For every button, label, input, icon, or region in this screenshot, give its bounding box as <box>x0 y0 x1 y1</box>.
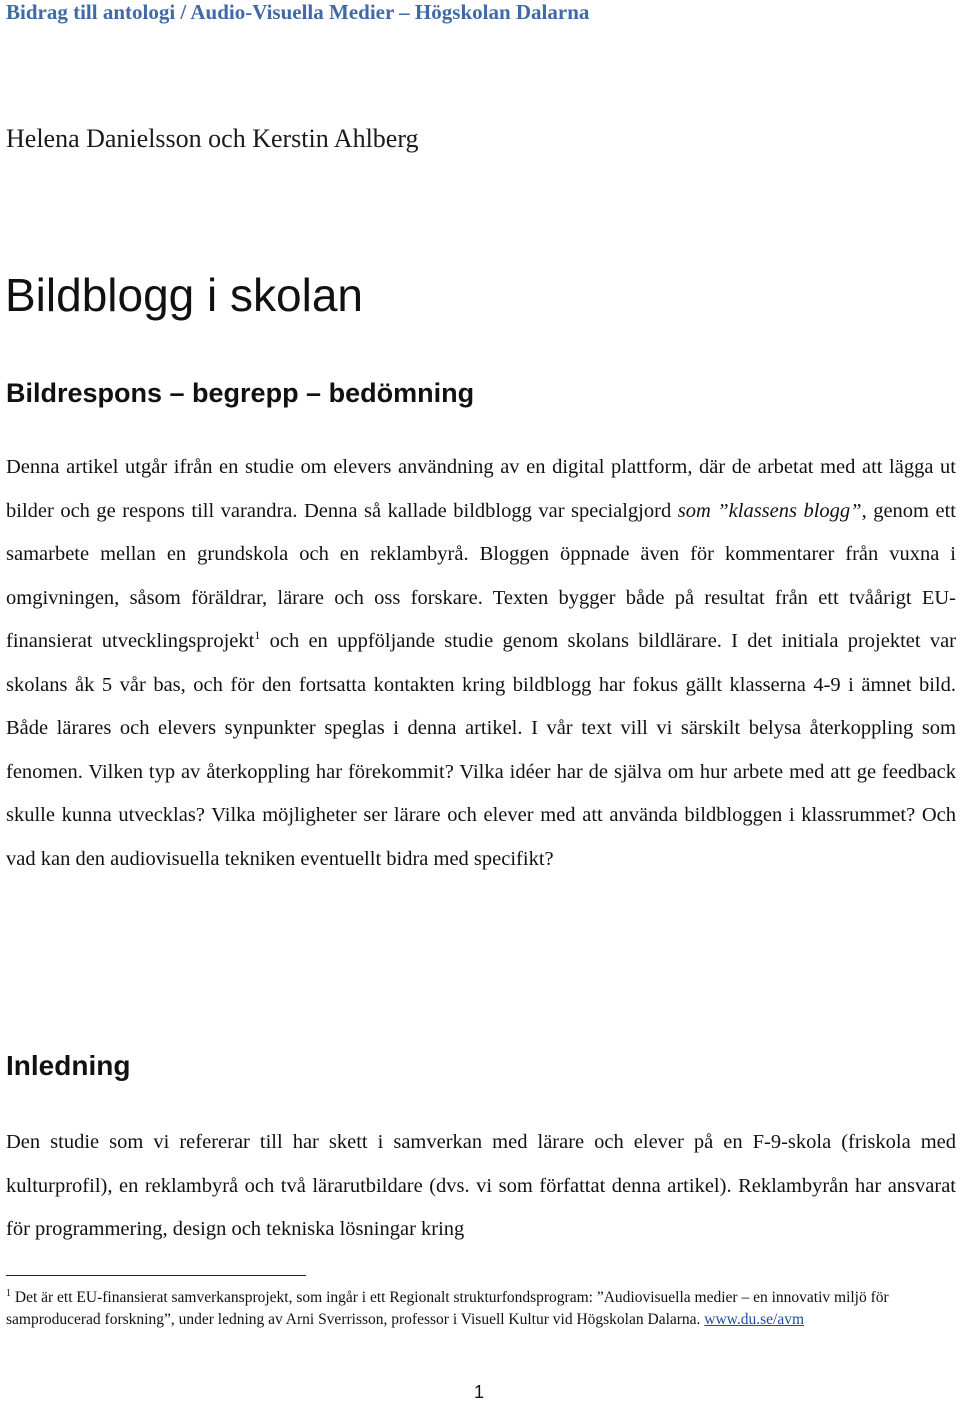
footnote-reference[interactable]: 1 <box>254 628 261 643</box>
footnote <box>6 1287 941 1331</box>
subtitle: Bildrespons – begrepp – bedömning <box>6 378 475 408</box>
section-heading: Inledning <box>6 1050 131 1081</box>
page-number: 1 <box>474 1382 485 1402</box>
footnote-text: Det är ett EU-finansierat samverkansprojekt, som ingår i ett Regionalt strukturfondsprogram: ”Audiovisuella medier – en innovativ miljö för samproducerad forskning”, under ledning av Arni Sverrisson, professor i Visuell Kultur vid Högskolan Dalarna. <box>6 1289 889 1328</box>
abstract-text-1: Denna artikel utgår ifrån en studie om elevers användning av en digital plattform, där de arbetat med att lägga ut bilder och ge respons till varandra. Denna så kallade bildblogg var specialgjord <box>6 456 956 522</box>
abstract-paragraph <box>6 446 956 881</box>
abstract-text-3: och en uppföljande studie genom skolans bildlärare. I det initiala projektet var skolans åk 5 vår bas, och för den fortsatta kontakten kring bildblogg har fokus gällt klasserna 4-9 i ämnet bild. Både lärares och elevers synpunkter speglas i denna artikel. I vår text vill vi särskilt belysa återkoppling som fenomen. Vilken typ av återkoppling har förekommit? Vilka idéer har de själva om hur arbete med att ge feedback skulle kunna utvecklas? Vilka möjligheter ser lärare och elever med att använda bildbloggen i klassrummet? Och vad kan den audiovisuella tekniken eventuellt bidra med specifikt? <box>6 630 957 870</box>
authors: Helena Danielsson och Kerstin Ahlberg <box>6 124 419 153</box>
footnote-link[interactable]: www.du.se/avm <box>704 1311 805 1328</box>
abstract-emphasis: som ”klassens blogg” <box>677 499 862 522</box>
running-header: Bidrag till antologi / Audio-Visuella Medier – Högskolan Dalarna <box>6 0 590 24</box>
footnote-number: 1 <box>6 1287 11 1299</box>
page-title: Bildblogg i skolan <box>5 269 364 321</box>
abstract-text-2: , genom ett samarbete mellan en grundskola och en reklambyrå. Bloggen öppnade även för kommentarer från vuxna i omgivningen, såsom föräldrar, lärare och oss forskare. Texten bygger både på resultat från ett tvåårigt EU-finansierat utvecklingsprojekt <box>6 499 956 652</box>
footnote-divider <box>6 1275 306 1276</box>
intro-paragraph: Den studie som vi refererar till har skett i samverkan med lärare och elever på en F-9-skola (friskola med kulturprofil), en reklambyrå och två lärarutbildare (dvs. vi som författat denna artikel). Reklambyrån har ansvarat för programmering, design och tekniska lösningar kring <box>6 1131 956 1240</box>
